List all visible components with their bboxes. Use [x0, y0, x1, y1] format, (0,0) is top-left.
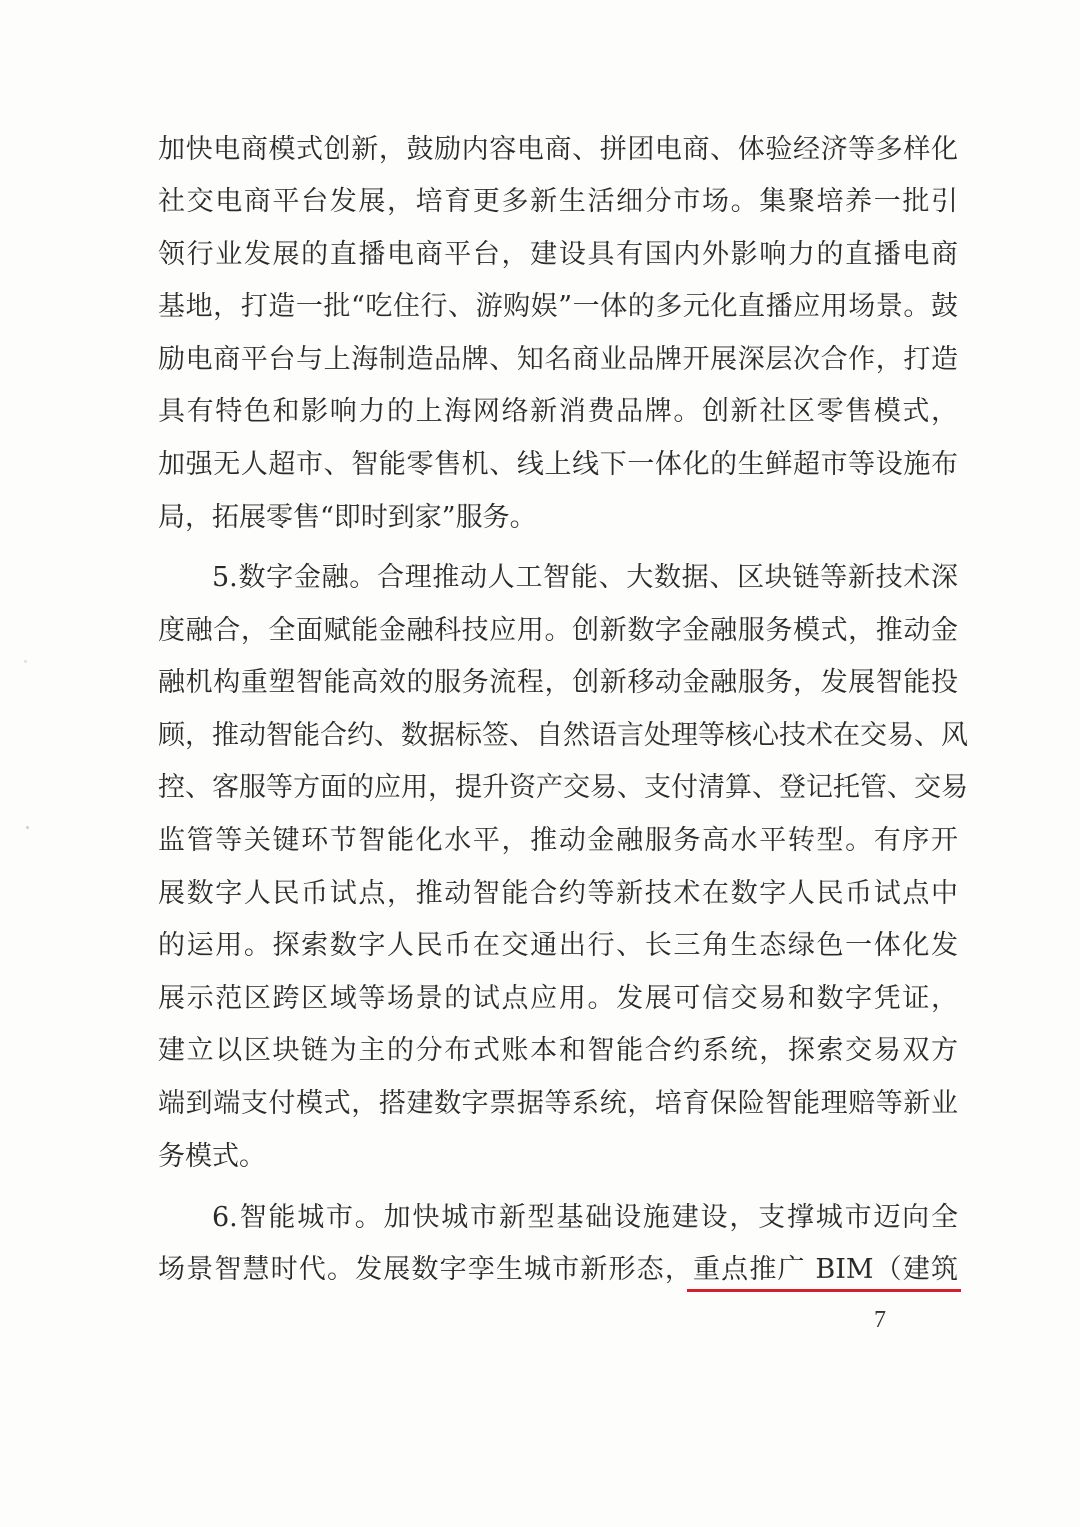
section-5-heading-line: 5.数字金融。合理推动人工智能、大数据、区块链等新技术深	[212, 562, 958, 593]
paragraph-line-13: 控、客服等方面的应用，提升资产交易、支付清算、登记托管、交易	[158, 772, 968, 803]
paragraph-line-19: 端到端支付模式，搭建数字票据等系统，培育保险智能理赔等新业	[158, 1088, 958, 1119]
paragraph-line-15: 展数字人民币试点，推动智能合约等新技术在数字人民币试点中	[158, 878, 958, 909]
paragraph-line-16: 的运用。探索数字人民币在交通出行、长三角生态绿色一体化发	[158, 930, 958, 961]
paragraph-line-22: 场景智慧时代。发展数字孪生城市新形态，重点推广 BIM（建筑	[158, 1254, 958, 1285]
scan-speck-mark	[24, 660, 27, 663]
paragraph-line-1: 加快电商模式创新，鼓励内容电商、拼团电商、体验经济等多样化	[158, 134, 958, 165]
red-highlight-underline	[687, 1289, 961, 1292]
paragraph-line-8: 局，拓展零售“即时到家”服务。	[158, 502, 537, 533]
page-number: 7	[874, 1307, 886, 1333]
paragraph-line-4: 基地，打造一批“吃住行、游购娱”一体的多元化直播应用场景。鼓	[158, 291, 958, 322]
section-6-heading-line: 6.智能城市。加快城市新型基础设施建设，支撑城市迈向全	[212, 1202, 958, 1233]
paragraph-line-18: 建立以区块链为主的分布式账本和智能合约系统，探索交易双方	[158, 1035, 958, 1066]
paragraph-line-5: 励电商平台与上海制造品牌、知名商业品牌开展深层次合作，打造	[158, 344, 958, 375]
paragraph-line-2: 社交电商平台发展，培育更多新生活细分市场。集聚培养一批引	[158, 186, 958, 217]
paragraph-line-12: 顾，推动智能合约、数据标签、自然语言处理等核心技术在交易、风	[158, 720, 968, 751]
paragraph-line-6: 具有特色和影响力的上海网络新消费品牌。创新社区零售模式，	[158, 396, 958, 427]
paragraph-line-14: 监管等关键环节智能化水平，推动金融服务高水平转型。有序开	[158, 825, 958, 856]
paragraph-line-17: 展示范区跨区域等场景的试点应用。发展可信交易和数字凭证，	[158, 983, 958, 1014]
paragraph-line-11: 融机构重塑智能高效的服务流程，创新移动金融服务，发展智能投	[158, 667, 958, 698]
paragraph-line-10: 度融合，全面赋能金融科技应用。创新数字金融服务模式，推动金	[158, 615, 958, 646]
paragraph-line-20: 务模式。	[158, 1141, 266, 1172]
scan-speck-mark	[26, 826, 29, 829]
paragraph-line-7: 加强无人超市、智能零售机、线上线下一体化的生鲜超市等设施布	[158, 449, 958, 480]
paragraph-line-3: 领行业发展的直播电商平台，建设具有国内外影响力的直播电商	[158, 239, 958, 270]
